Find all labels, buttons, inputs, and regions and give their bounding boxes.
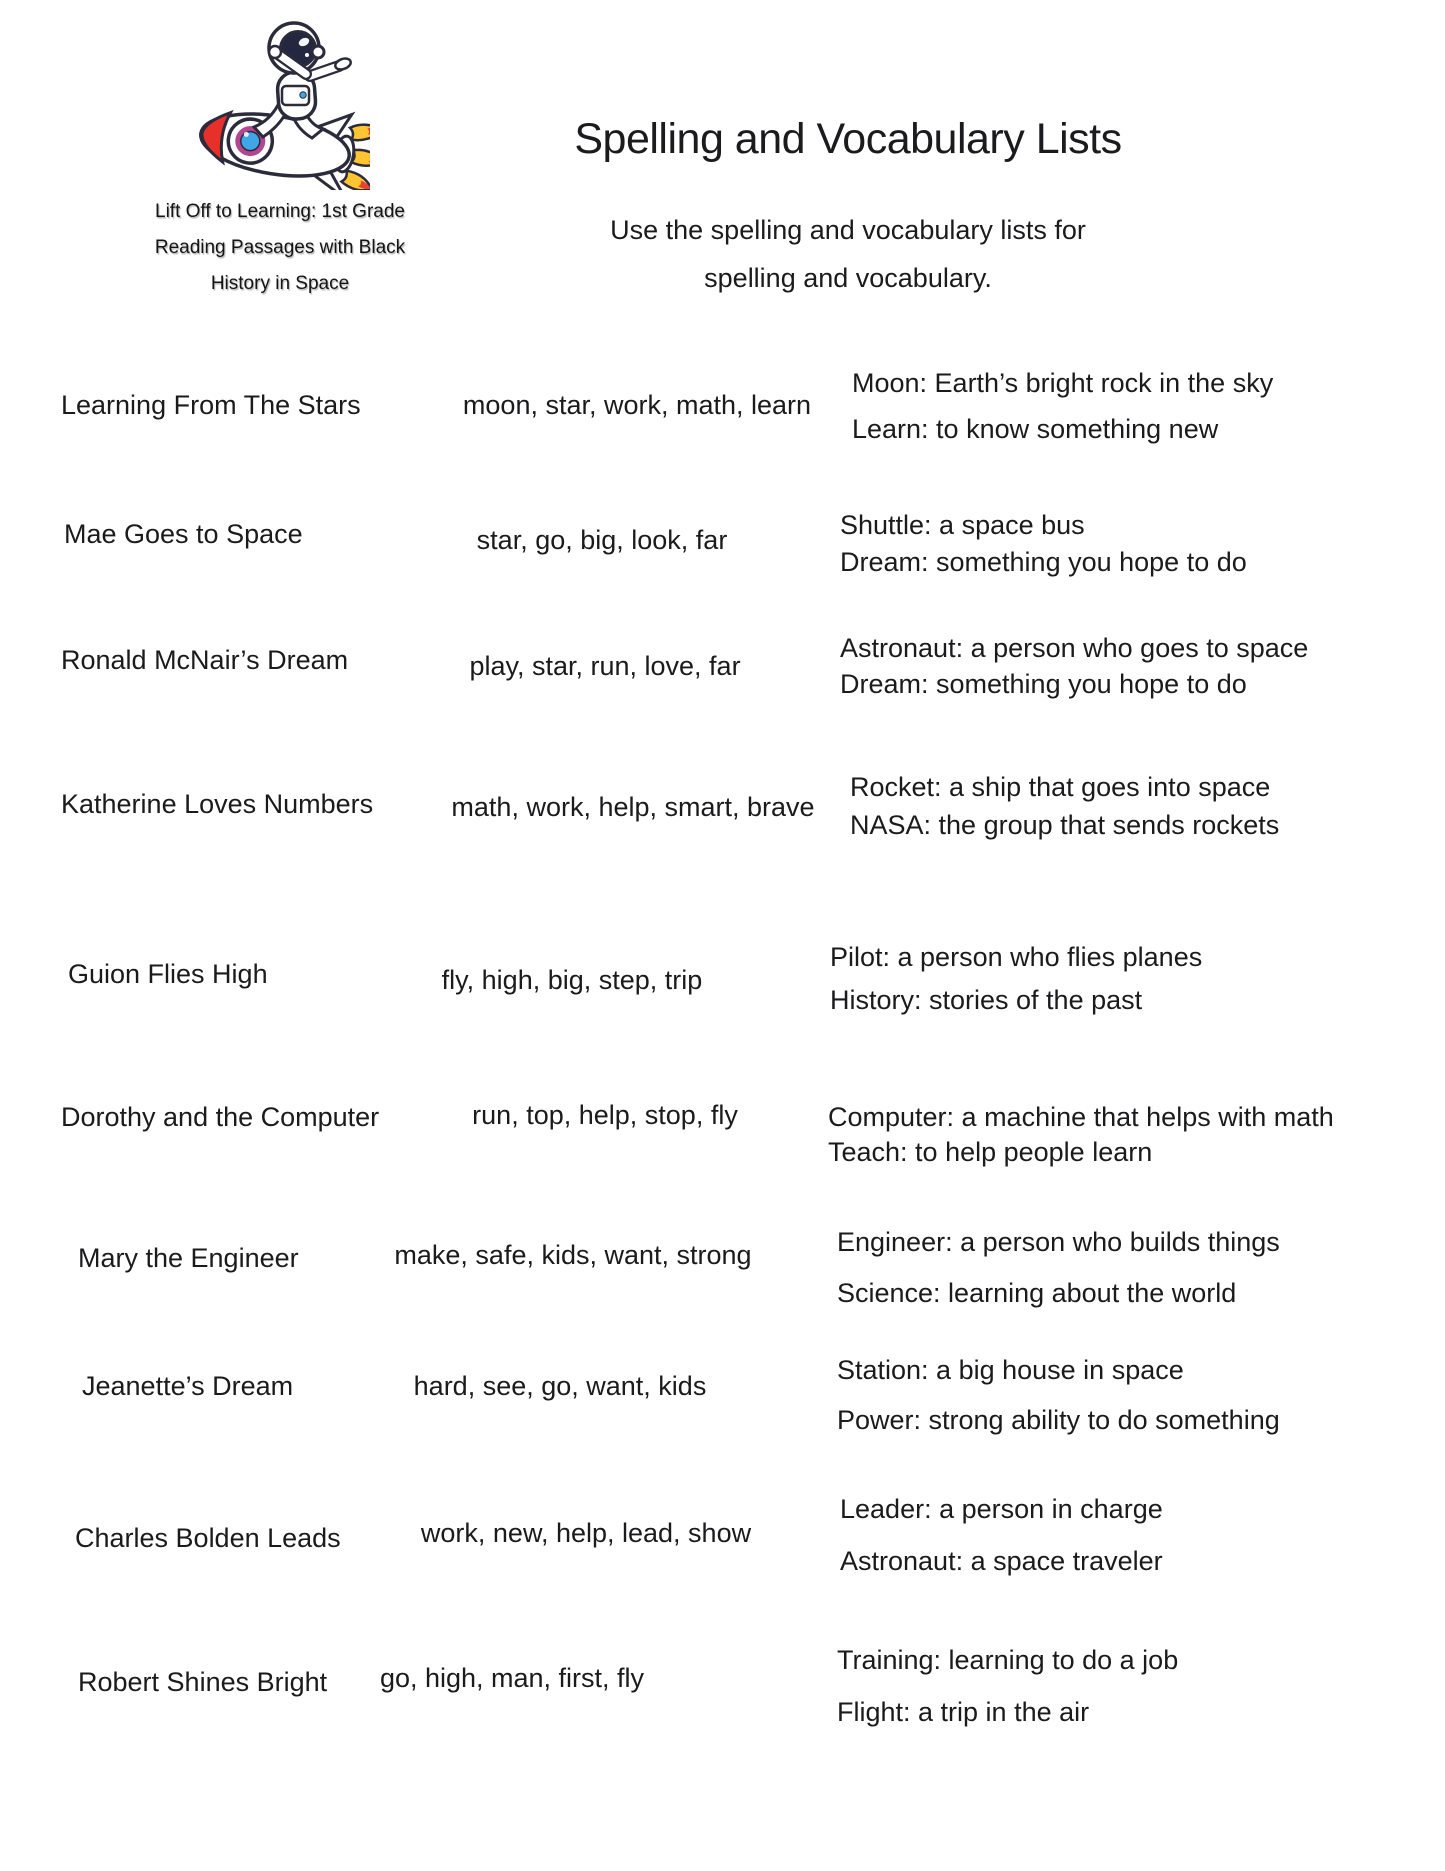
logo-caption-line: History in Space: [210, 273, 350, 294]
logo-caption-line: Reading Passages with Black: [154, 237, 406, 258]
vocab-line: Flight: a trip in the air: [837, 1697, 1090, 1727]
spelling-words: moon, star, work, math, learn: [462, 390, 812, 420]
story-title: Robert Shines Bright: [78, 1667, 328, 1697]
vocab-definitions: [850, 771, 1279, 841]
vocab-line: Astronaut: a space traveler: [840, 1546, 1163, 1576]
logo-caption: [130, 194, 430, 302]
vocab-line: Engineer: a person who builds things: [837, 1227, 1280, 1257]
vocab-definitions: [852, 367, 1273, 445]
list-row: [0, 1355, 1445, 1435]
page-title: Spelling and Vocabulary Lists: [574, 115, 1122, 163]
vocab-line: Leader: a person in charge: [840, 1494, 1163, 1524]
story-title: Mae Goes to Space: [64, 519, 303, 549]
list-row: [0, 1645, 1445, 1727]
vocab-line: Science: learning about the world: [837, 1278, 1237, 1308]
spelling-words: go, high, man, first, fly: [379, 1663, 645, 1693]
vocab-line: Moon: Earth’s bright rock in the sky: [852, 368, 1274, 398]
list-row: [0, 368, 1445, 444]
story-title: Ronald McNair’s Dream: [61, 645, 349, 675]
story-title: Katherine Loves Numbers: [61, 789, 374, 819]
list-row: [0, 1100, 1445, 1167]
vocab-line: Astronaut: a person who goes to space: [840, 633, 1309, 663]
list-row: [0, 942, 1445, 1015]
vocab-definitions: [837, 1644, 1178, 1728]
story-title: Dorothy and the Computer: [61, 1102, 380, 1132]
vocab-line: Rocket: a ship that goes into space: [850, 772, 1271, 802]
page-subtitle: [568, 206, 1128, 302]
list-row: [0, 510, 1445, 577]
vocab-line: History: stories of the past: [830, 985, 1143, 1015]
vocab-definitions: [840, 632, 1308, 700]
story-title: Jeanette’s Dream: [82, 1371, 294, 1401]
vocab-definitions: [828, 1101, 1334, 1168]
vocab-line: Dream: something you hope to do: [840, 669, 1247, 699]
spelling-words: hard, see, go, want, kids: [413, 1371, 707, 1401]
vocab-line: Shuttle: a space bus: [840, 510, 1085, 540]
spelling-words: fly, high, big, step, trip: [441, 965, 703, 995]
vocab-line: Training: learning to do a job: [837, 1645, 1179, 1675]
list-row: [0, 772, 1445, 840]
astronaut-rocket-icon: [190, 10, 370, 190]
spelling-words: play, star, run, love, far: [469, 651, 741, 681]
vocab-line: Power: strong ability to do something: [837, 1405, 1280, 1435]
story-title: Mary the Engineer: [78, 1243, 299, 1273]
vocab-line: Dream: something you hope to do: [840, 547, 1247, 577]
vocab-definitions: [840, 1493, 1163, 1577]
spelling-words: run, top, help, stop, fly: [472, 1100, 738, 1130]
vocab-definitions: [830, 941, 1202, 1016]
vocab-line: Computer: a machine that helps with math: [828, 1102, 1334, 1132]
logo-caption-line: Lift Off to Learning: 1st Grade: [155, 201, 405, 222]
vocab-definitions: [840, 509, 1247, 578]
story-title: Charles Bolden Leads: [75, 1523, 341, 1553]
vocab-line: Station: a big house in space: [837, 1355, 1184, 1385]
spelling-words: math, work, help, smart, brave: [451, 792, 815, 822]
list-row: [0, 1227, 1445, 1308]
logo-block: [130, 10, 430, 302]
subtitle-line: Use the spelling and vocabulary lists for: [610, 215, 1086, 245]
list-row: [0, 633, 1445, 699]
vocab-line: Learn: to know something new: [852, 414, 1219, 444]
subtitle-line: spelling and vocabulary.: [704, 263, 992, 293]
vocab-definitions: [837, 1354, 1280, 1436]
vocab-definitions: [837, 1226, 1280, 1309]
vocab-line: NASA: the group that sends rockets: [850, 810, 1280, 840]
vocab-line: Teach: to help people learn: [828, 1137, 1153, 1167]
header-text: [568, 112, 1128, 302]
spelling-words: star, go, big, look, far: [476, 525, 728, 555]
story-title: Guion Flies High: [68, 959, 268, 989]
list-row: [0, 1494, 1445, 1576]
vocab-line: Pilot: a person who flies planes: [830, 942, 1203, 972]
story-title: Learning From The Stars: [61, 390, 361, 420]
spelling-words: make, safe, kids, want, strong: [394, 1240, 752, 1270]
spelling-words: work, new, help, lead, show: [420, 1518, 752, 1548]
